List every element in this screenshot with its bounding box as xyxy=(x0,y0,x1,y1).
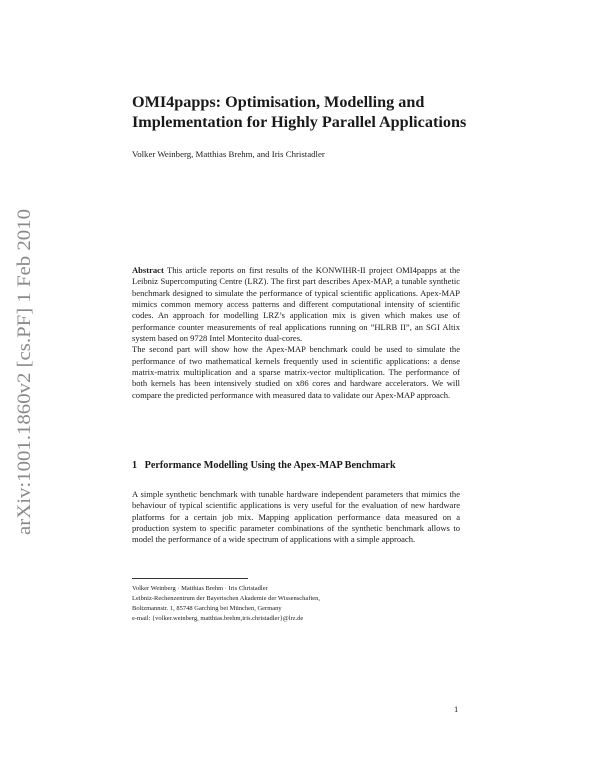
footnote-email: e-mail: {volker.weinberg, matthias.brehm,iris.christadler}@lrz.de xyxy=(132,615,304,623)
section-body: A simple synthetic benchmark with tunable hardware independent parameters that mimics the behaviour of typical scientific applications is very useful for the evaluation of new hardware platforms for a certain job mix. Mapping application performance data measured on a production system to specific parameter combinations of the synthetic benchmark allows to model the performance of a wide spectrum of applications with a simple approach. xyxy=(132,489,460,545)
abstract xyxy=(132,265,460,401)
section-heading xyxy=(132,460,396,471)
footnote-authors: Volker Weinberg · Matthias Brehm · Iris Christadler xyxy=(132,585,268,592)
abstract-paragraph-2: The second part will show how the Apex-MAP benchmark could be used to simulate the performance of two mathematical kernels frequently used in scientific applications: a dense matrix-matrix multiplication and a sparse matrix-vector multiplication. The performance of both kernels has been intensively studied on x86 cores and hardware accelerators. We will compare the predicted performance with measured data to validate our Apex-MAP approach. xyxy=(132,344,460,400)
page-number: 1 xyxy=(454,704,459,714)
arxiv-stamp xyxy=(6,205,38,535)
section-number: 1 xyxy=(132,460,138,471)
abstract-text-1: This article reports on first results of the KONWIHR-II project OMI4papps at the Leibniz Supercomputing Centre (LRZ). The first part describes Apex-MAP, a tunable synthetic benchmark designed to simulate the performance of typical scientific applications. Apex-MAP mimics common memory access patterns and different computational intensity of scientific codes. An approach for modelling LRZ’s application mix is given which makes use of performance counter measurements of real applications running on ”HLRB II”, an SGI Altix system based on 9728 Intel Montecito dual-cores. xyxy=(132,265,461,344)
paper-title: OMI4papps: Optimisation, Modelling and Implementation for Highly Parallel Applications xyxy=(132,93,467,131)
arxiv-stamp-text: arXiv:1001.1860v2 [cs.PF] 1 Feb 2010 xyxy=(15,245,35,535)
footnote-affiliation: Leibniz-Rechenzentrum der Bayerischen Akademie der Wissenschaften, xyxy=(132,595,321,603)
footnote-address: Boltzmannstr. 1, 85748 Garching bei München, Germany xyxy=(132,605,282,613)
section-title: Performance Modelling Using the Apex-MAP Benchmark xyxy=(144,460,396,471)
abstract-label: Abstract xyxy=(132,265,164,275)
footnote-rule xyxy=(132,578,248,579)
footnote xyxy=(132,584,472,624)
abstract-paragraph-1 xyxy=(132,265,460,344)
author-list: Volker Weinberg, Matthias Brehm, and Iris Christadler xyxy=(132,149,325,159)
